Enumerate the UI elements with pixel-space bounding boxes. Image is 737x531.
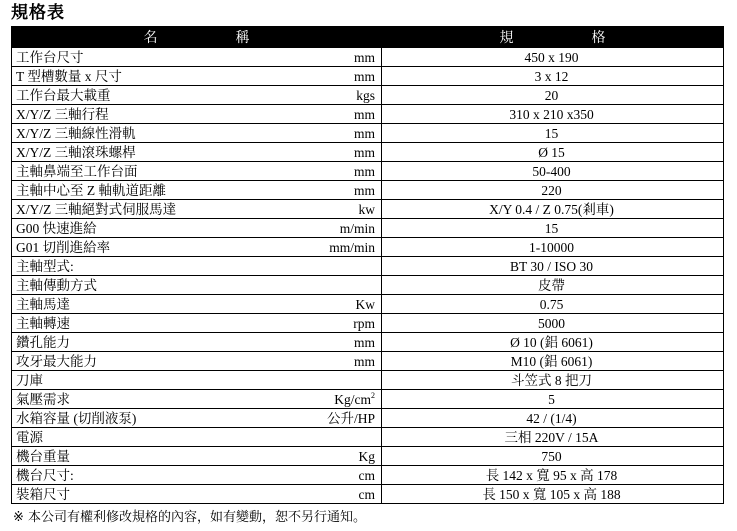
spec-name-cell (12, 371, 382, 390)
value-header-char-2: 格 (591, 31, 606, 46)
spec-unit (354, 125, 375, 142)
spec-name-cell (12, 143, 382, 162)
page-title: 規格表 (11, 3, 65, 23)
spec-name-cell (12, 181, 382, 200)
spec-name: 主軸傳動方式 (16, 277, 97, 293)
spec-value: 220 (382, 181, 724, 200)
spec-value: 三相 220V / 15A (382, 428, 724, 447)
spec-name-cell (12, 295, 382, 314)
spec-table (11, 26, 724, 504)
spec-name-cell (12, 162, 382, 181)
spec-value: 5000 (382, 314, 724, 333)
spec-unit-text: mm (353, 353, 375, 369)
spec-name: 裝箱尺寸 (16, 486, 70, 502)
spec-unit (356, 296, 376, 313)
table-row (12, 181, 724, 200)
table-row (12, 371, 724, 390)
spec-unit-text: rpm (353, 315, 375, 331)
spec-value: 750 (382, 447, 724, 466)
spec-unit-text: cm (358, 467, 375, 483)
spec-unit (354, 68, 375, 85)
spec-unit-text: mm (353, 49, 375, 65)
table-row (12, 86, 724, 105)
table-row (12, 390, 724, 409)
spec-name: 主軸鼻端至工作台面 (16, 163, 138, 179)
spec-name-cell (12, 314, 382, 333)
spec-name-cell (12, 257, 382, 276)
table-row (12, 447, 724, 466)
spec-value: 20 (382, 86, 724, 105)
spec-value: Ø 15 (382, 143, 724, 162)
table-row (12, 428, 724, 447)
spec-unit-superscript: 2 (371, 390, 375, 400)
spec-value: 15 (382, 124, 724, 143)
spec-name: 工作台最大載重 (16, 87, 111, 103)
spec-name: 主軸型式: (16, 258, 74, 274)
spec-name-cell (12, 447, 382, 466)
spec-name: 主軸馬達 (16, 296, 70, 312)
spec-value: 皮帶 (382, 276, 724, 295)
spec-name-cell (12, 466, 382, 485)
spec-value: 0.75 (382, 295, 724, 314)
spec-name: X/Y/Z 三軸滾珠螺桿 (16, 144, 136, 160)
table-row (12, 333, 724, 352)
spec-unit (359, 486, 376, 503)
value-column-header (382, 27, 724, 48)
spec-unit-text: m/min (339, 220, 375, 236)
spec-name: G01 切削進給率 (16, 239, 111, 255)
spec-value: 42 / (1/4) (382, 409, 724, 428)
spec-unit-text: mm/min (329, 239, 375, 255)
spec-unit (354, 106, 375, 123)
table-row (12, 352, 724, 371)
table-row (12, 409, 724, 428)
spec-value: 長 142 x 寬 95 x 高 178 (382, 466, 724, 485)
spec-unit (334, 391, 375, 408)
spec-name: 水箱容量 (切削液泵) (16, 410, 137, 426)
spec-value: 長 150 x 寬 105 x 高 188 (382, 485, 724, 504)
spec-name-cell (12, 333, 382, 352)
spec-name: 鑽孔能力 (16, 334, 70, 350)
table-row (12, 124, 724, 143)
spec-name-cell (12, 105, 382, 124)
table-row (12, 48, 724, 67)
spec-value: 5 (382, 390, 724, 409)
spec-unit-text: mm (353, 144, 375, 160)
spec-unit-text: 公升/HP (326, 410, 375, 426)
spec-unit-text: Kg (358, 448, 375, 464)
spec-unit-text: kw (358, 201, 375, 217)
spec-value: 310 x 210 x350 (382, 105, 724, 124)
spec-unit (359, 448, 376, 465)
spec-unit-text: mm (353, 68, 375, 84)
spec-name-cell (12, 276, 382, 295)
spec-name-cell (12, 48, 382, 67)
table-row (12, 485, 724, 504)
spec-unit (354, 144, 375, 161)
spec-unit (354, 353, 375, 370)
spec-name: G00 快速進給 (16, 220, 97, 236)
spec-name: X/Y/Z 三軸線性滑軌 (16, 125, 136, 141)
table-header-row (12, 27, 724, 48)
spec-value: 50-400 (382, 162, 724, 181)
spec-name: T 型槽數量 x 尺寸 (16, 68, 122, 84)
table-row (12, 257, 724, 276)
spec-unit-text: Kg/cm (334, 391, 371, 407)
spec-name: 電源 (16, 429, 43, 445)
table-row (12, 466, 724, 485)
spec-unit (354, 163, 375, 180)
spec-unit-text: cm (358, 486, 375, 502)
spec-name-cell (12, 67, 382, 86)
spec-unit (354, 49, 375, 66)
spec-unit (340, 220, 375, 237)
spec-value: Ø 10 (鋁 6061) (382, 333, 724, 352)
table-row (12, 314, 724, 333)
spec-unit (327, 410, 375, 427)
table-row (12, 238, 724, 257)
spec-name: 氣壓需求 (16, 391, 70, 407)
spec-value: 15 (382, 219, 724, 238)
table-row (12, 219, 724, 238)
spec-name: 主軸中心至 Z 軸軌道距離 (16, 182, 166, 198)
spec-table-body (12, 48, 724, 504)
spec-value: BT 30 / ISO 30 (382, 257, 724, 276)
spec-unit (354, 334, 375, 351)
spec-unit-text: mm (353, 106, 375, 122)
spec-name-cell (12, 86, 382, 105)
table-row (12, 67, 724, 86)
spec-name-cell (12, 219, 382, 238)
table-row (12, 143, 724, 162)
spec-name-cell (12, 124, 382, 143)
table-row (12, 276, 724, 295)
table-row (12, 105, 724, 124)
name-header-char-1: 名 (143, 31, 158, 46)
table-row (12, 162, 724, 181)
spec-unit-text: mm (353, 163, 375, 179)
spec-value: X/Y 0.4 / Z 0.75(剎車) (382, 200, 724, 219)
spec-name: 主軸轉速 (16, 315, 70, 331)
spec-unit (354, 182, 375, 199)
spec-unit-text: mm (353, 125, 375, 141)
spec-unit-text: mm (353, 334, 375, 350)
spec-name: 工作台尺寸 (16, 49, 84, 65)
footnote: ※ 本公司有權利修改規格的內容，如有變動，恕不另行通知。 (13, 510, 367, 525)
spec-unit (353, 315, 375, 332)
spec-name-cell (12, 200, 382, 219)
spec-value: 450 x 190 (382, 48, 724, 67)
spec-unit (329, 239, 375, 256)
spec-name: 刀庫 (16, 372, 43, 388)
name-column-header (12, 27, 382, 48)
spec-name-cell (12, 428, 382, 447)
spec-name-cell (12, 238, 382, 257)
spec-name-cell (12, 352, 382, 371)
value-header-char-1: 規 (499, 31, 514, 46)
spec-unit (359, 467, 376, 484)
spec-name: X/Y/Z 三軸行程 (16, 106, 109, 122)
spec-name-cell (12, 409, 382, 428)
spec-value: M10 (鋁 6061) (382, 352, 724, 371)
name-header-char-2: 稱 (235, 31, 250, 46)
table-row (12, 200, 724, 219)
spec-name: 機台尺寸: (16, 467, 74, 483)
spec-name-cell (12, 485, 382, 504)
spec-name: X/Y/Z 三軸絕對式伺服馬達 (16, 201, 177, 217)
spec-unit-text: Kw (355, 296, 375, 312)
spec-value: 1-10000 (382, 238, 724, 257)
spec-name: 攻牙最大能力 (16, 353, 97, 369)
table-row (12, 295, 724, 314)
spec-name: 機台重量 (16, 448, 70, 464)
spec-unit-text: kgs (356, 87, 375, 103)
spec-value: 斗笠式 8 把刀 (382, 371, 724, 390)
spec-unit (359, 201, 376, 218)
spec-unit (356, 87, 375, 104)
spec-unit-text: mm (353, 182, 375, 198)
spec-name-cell (12, 390, 382, 409)
spec-value: 3 x 12 (382, 67, 724, 86)
